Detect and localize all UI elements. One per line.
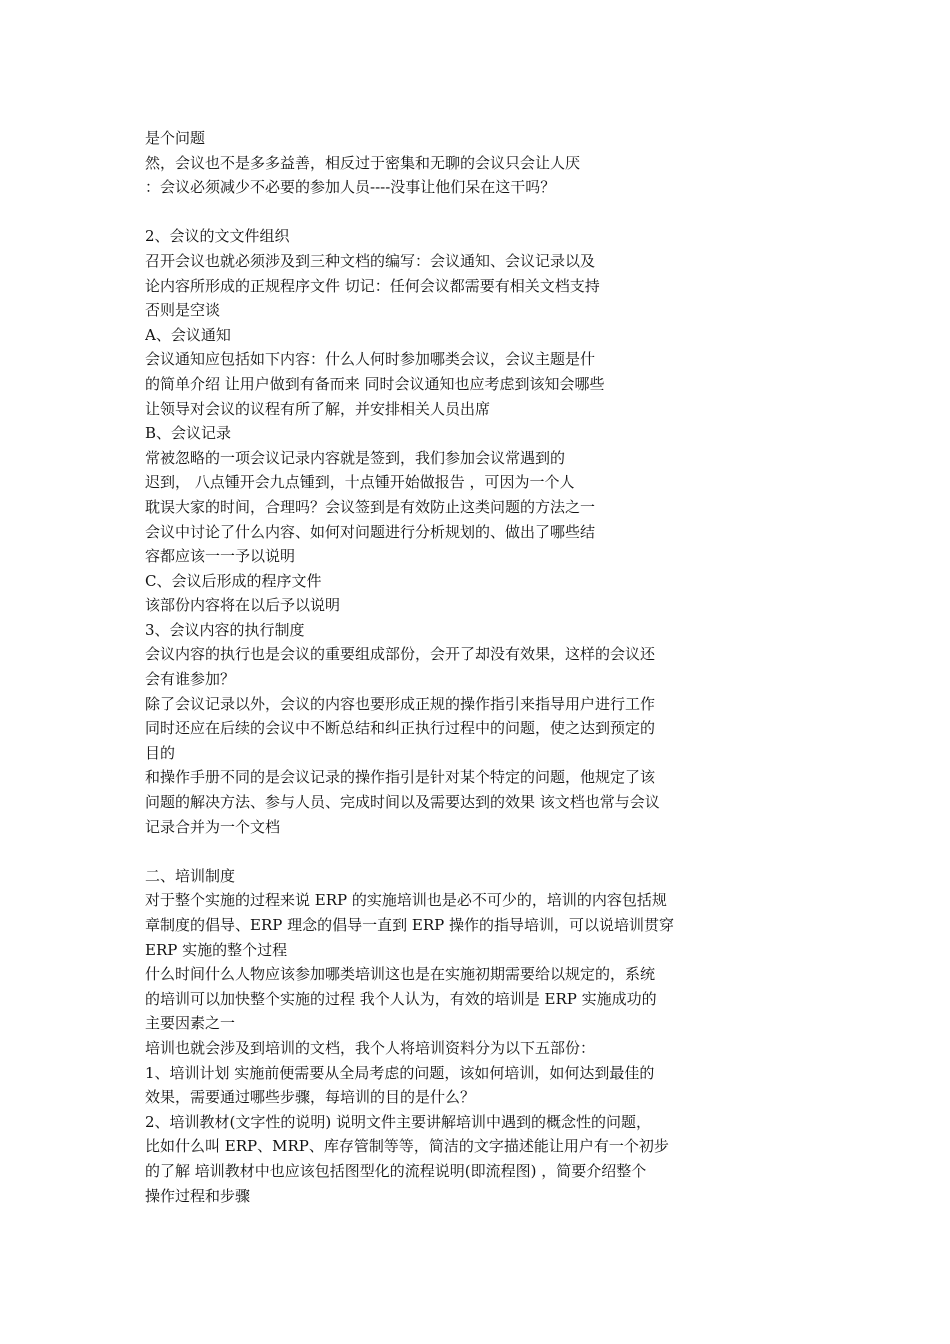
text-line: 1、培训计划 实施前便需要从全局考虑的问题，该如何培训，如何达到最佳的 — [145, 1063, 655, 1082]
text-line: 召开会议也就必须涉及到三种文档的编写：会议通知、会议记录以及 — [145, 251, 596, 270]
blank-line — [145, 200, 745, 225]
text-line: 论内容所形成的正规程序文件 切记：任何会议都需要有相关文档支持 — [145, 276, 600, 295]
text-line: 问题的解决方法、参与人员、完成时间以及需要达到的效果 该文档也常与会议 — [145, 793, 660, 812]
text-line: 会议中讨论了什么内容、如何对问题进行分析规划的、做出了哪些结 — [145, 522, 596, 541]
text-line: 耽误大家的时间，合理吗？会议签到是有效防止这类问题的方法之一 — [145, 497, 596, 516]
text-line: 除了会议记录以外，会议的内容也要形成正规的操作指引来指导用户进行工作 — [145, 694, 656, 713]
text-line: 2、培训教材(文字性的说明) 说明文件主要讲解培训中遇到的概念性的问题， — [145, 1112, 652, 1131]
text-line: B、会议记录 — [145, 424, 232, 443]
text-line: 否则是空谈 — [145, 301, 221, 320]
text-line: 会议内容的执行也是会议的重要组成部份，会开了却没有效果，这样的会议还 — [145, 645, 656, 664]
text-line: 和操作手册不同的是会议记录的操作指引是针对某个特定的问题，他规定了该 — [145, 768, 656, 787]
text-line: C、会议后形成的程序文件 — [145, 571, 322, 590]
text-line: 的简单介绍 让用户做到有备而来 同时会议通知也应考虑到该知会哪些 — [145, 374, 605, 393]
text-line: 会议通知应包括如下内容：什么人何时参加哪类会议，会议主题是什 — [145, 350, 596, 369]
text-line: 该部份内容将在以后予以说明 — [145, 596, 341, 615]
text-line: 目的 — [145, 743, 176, 762]
text-line: 会有谁参加？ — [145, 670, 236, 689]
text-line: 记录合并为一个文档 — [145, 817, 281, 836]
text-line: 容都应该一一予以说明 — [145, 547, 296, 566]
text-line: 二、培训制度 — [145, 866, 236, 885]
text-line: 2、会议的文文件组织 — [145, 227, 290, 246]
blank-line — [145, 839, 745, 864]
text-line: 效果，需要通过哪些步骤，每培训的目的是什么？ — [145, 1088, 476, 1107]
text-line: 主要因素之一 — [145, 1014, 236, 1033]
text-line: 什么时间什么人物应该参加哪类培训这也是在实施初期需要给以规定的，系统 — [145, 965, 656, 984]
text-line: ERP 实施的整个过程 — [145, 940, 288, 959]
text-line: 章制度的倡导、ERP 理念的倡导一直到 ERP 操作的指导培训，可以说培训贯穿 — [145, 916, 674, 934]
text-line: 培训也就会涉及到培训的文档，我个人将培训资料分为以下五部份： — [145, 1038, 596, 1057]
text-line: A、会议通知 — [145, 325, 231, 344]
text-line: 3、会议内容的执行制度 — [145, 620, 305, 639]
text-line: 操作过程和步骤 — [145, 1186, 251, 1205]
text-line: 对于整个实施的过程来说 ERP 的实施培训也是必不可少的，培训的内容包括规 — [145, 891, 667, 910]
text-line: 的了解 培训教材中也应该包括图型化的流程说明(即流程图) ，简要介绍整个 — [145, 1161, 647, 1180]
document-body — [145, 126, 745, 1208]
text-line: 比如什么叫 ERP、MRP、库存管制等等，简洁的文字描述能让用户有一个初步 — [145, 1137, 669, 1156]
text-line: ：会议必须减少不必要的参加人员----没事让他们呆在这干吗？ — [145, 178, 556, 197]
text-line: 常被忽略的一项会议记录内容就是签到，我们参加会议常遇到的 — [145, 448, 566, 467]
text-line: 是个问题 — [145, 129, 206, 147]
text-line: 迟到， 八点锺开会九点锺到，十点锺开始做报告 ，可因为一个人 — [145, 473, 575, 492]
text-line: 然，会议也不是多多益善，相反过于密集和无聊的会议只会让人厌 — [145, 153, 581, 172]
text-line: 同时还应在后续的会议中不断总结和纠正执行过程中的问题，使之达到预定的 — [145, 719, 656, 738]
text-line: 让领导对会议的议程有所了解，并安排相关人员出席 — [145, 399, 491, 418]
text-line: 的培训可以加快整个实施的过程 我个人认为，有效的培训是 ERP 实施成功的 — [145, 989, 657, 1008]
